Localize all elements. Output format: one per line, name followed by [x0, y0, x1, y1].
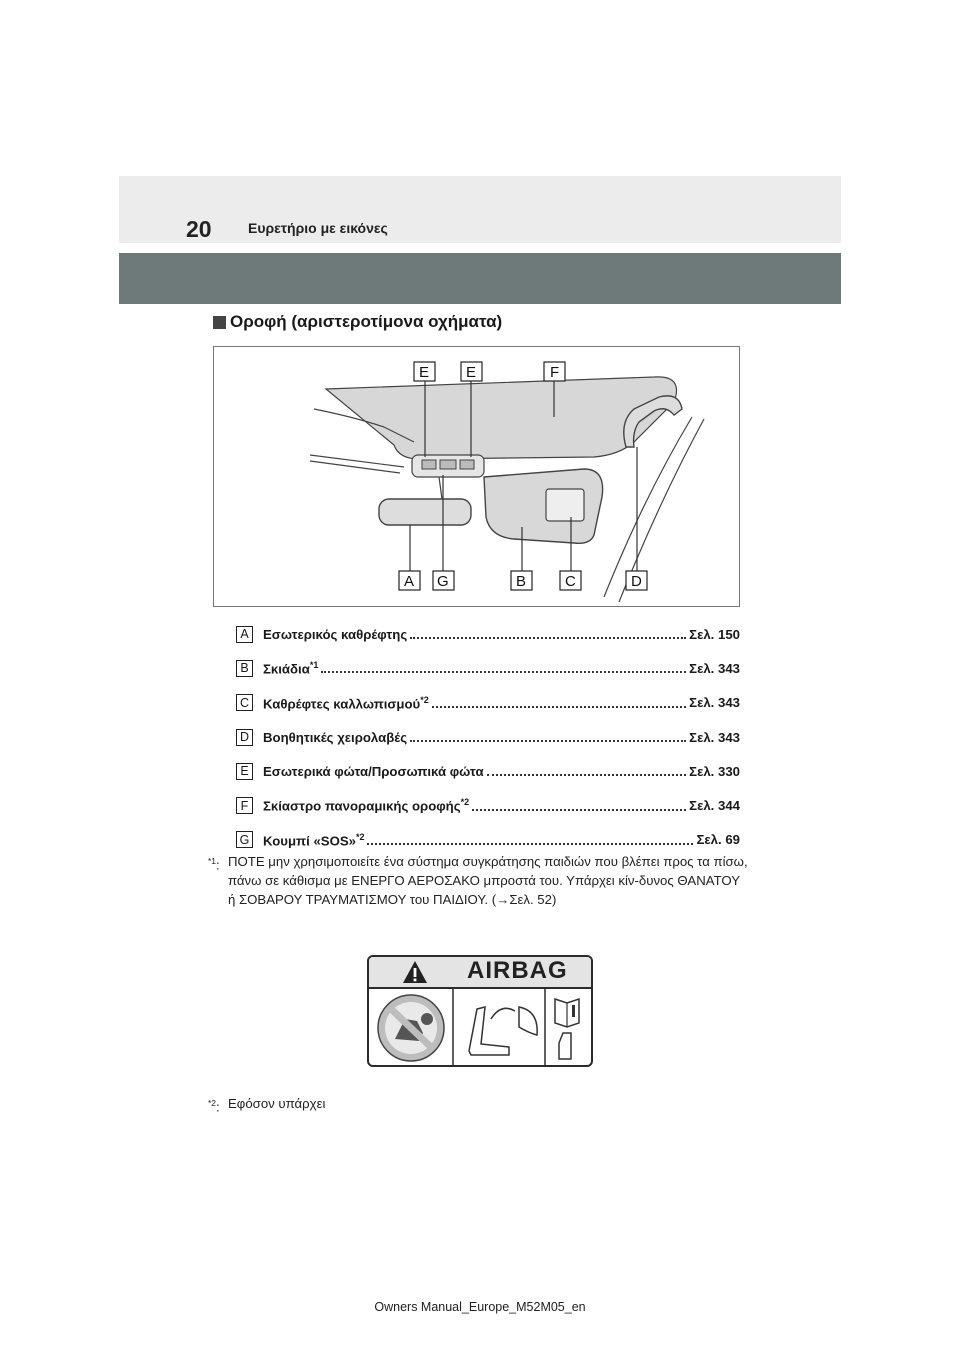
leader-dots	[487, 774, 687, 776]
leader-dots	[432, 706, 686, 708]
list-item	[236, 617, 740, 651]
item-letter: E	[236, 763, 253, 780]
footnote-2	[208, 1094, 748, 1116]
item-page-ref[interactable]: Σελ. 343	[689, 660, 740, 676]
leader-dots	[321, 671, 686, 673]
callout-d: D	[631, 573, 642, 590]
heading	[213, 312, 502, 332]
leader-dots	[410, 740, 686, 742]
footnote-text: ΠΟΤΕ μην χρησιμοποιείτε ένα σύστημα συγκράτησης παιδιών που βλέπει προς τα πίσω, πάνω σε κάθισμα με ΕΝΕΡΓΟ ΑΕΡΟΣΑΚΟ μπροστά του. Υπάρχει κίν-δυνος ΘΑΝΑΤΟΥ ή ΣΟΒΑΡΟΥ ΤΡΑΥΜΑΤΙΣΜΟΥ του ΠΑΙΔΙΟΥ. (→Σελ. 52)	[228, 854, 748, 907]
warning-label-header	[369, 957, 591, 989]
heading-text: Οροφή (αριστεροτίμονα οχήματα)	[230, 312, 503, 331]
item-letter: G	[236, 831, 253, 848]
footnote-mark: $^{*1}$:	[208, 856, 220, 873]
item-letter: B	[236, 660, 253, 677]
item-label: Σκιάδια$^{*1}$	[263, 660, 319, 677]
item-letter: C	[236, 694, 253, 711]
leader-dots	[367, 843, 693, 845]
item-page-ref[interactable]: Σελ. 69	[696, 832, 740, 848]
item-label: Καθρέφτες καλλωπισμού$^{*2}$	[263, 694, 429, 711]
footer: Owners Manual_Europe_M52M05_en	[374, 1300, 586, 1314]
page-number: 20	[186, 216, 212, 242]
leader-dots	[472, 809, 686, 811]
section-band	[119, 253, 841, 304]
item-page-ref[interactable]: Σελ. 344	[689, 798, 740, 814]
item-label: Σκίαστρο πανοραμικής οροφής$^{*2}$	[263, 797, 470, 814]
item-label: Εσωτερικός καθρέφτης	[263, 626, 408, 642]
list-item	[236, 754, 740, 788]
item-list	[236, 617, 740, 857]
item-page-ref[interactable]: Σελ. 150	[689, 626, 740, 642]
airbag-title: AIRBAG	[467, 957, 568, 984]
item-page-ref[interactable]: Σελ. 343	[689, 729, 740, 745]
item-letter: A	[236, 626, 253, 643]
leader-dots	[410, 637, 686, 639]
roof-illustration	[213, 346, 740, 607]
airbag-warning-label	[367, 955, 593, 1067]
callout-b: B	[516, 573, 527, 590]
item-label: Κουμπί «SOS»$^{*2}$	[263, 831, 365, 849]
callout-a: A	[404, 573, 415, 590]
roof-drawing	[214, 347, 741, 608]
square-bullet-icon	[213, 316, 226, 329]
footnote-1	[208, 852, 748, 912]
list-item	[236, 686, 740, 720]
item-label: Εσωτερικά φώτα/Προσωπικά φώτα	[263, 763, 484, 779]
callout-g: G	[437, 573, 449, 590]
item-letter: D	[236, 729, 253, 746]
item-letter: F	[236, 797, 253, 814]
footnote-mark: $^{*2}$:	[208, 1098, 220, 1115]
item-label: Βοηθητικές χειρολαβές	[263, 729, 408, 745]
list-item	[236, 788, 740, 822]
callout-e1: E	[419, 364, 430, 381]
callout-e2: E	[466, 364, 477, 381]
warning-pictograms	[369, 989, 591, 1067]
section-title: Ευρετήριο με εικόνες	[248, 220, 388, 236]
callout-f: F	[550, 364, 560, 381]
callout-c: C	[565, 573, 576, 590]
list-item	[236, 651, 740, 685]
footnote-text: Εφόσον υπάρχει	[228, 1096, 326, 1111]
header-band	[119, 176, 841, 243]
list-item	[236, 720, 740, 754]
item-page-ref[interactable]: Σελ. 343	[689, 695, 740, 711]
warning-triangle-icon	[401, 959, 429, 985]
item-page-ref[interactable]: Σελ. 330	[689, 763, 740, 779]
